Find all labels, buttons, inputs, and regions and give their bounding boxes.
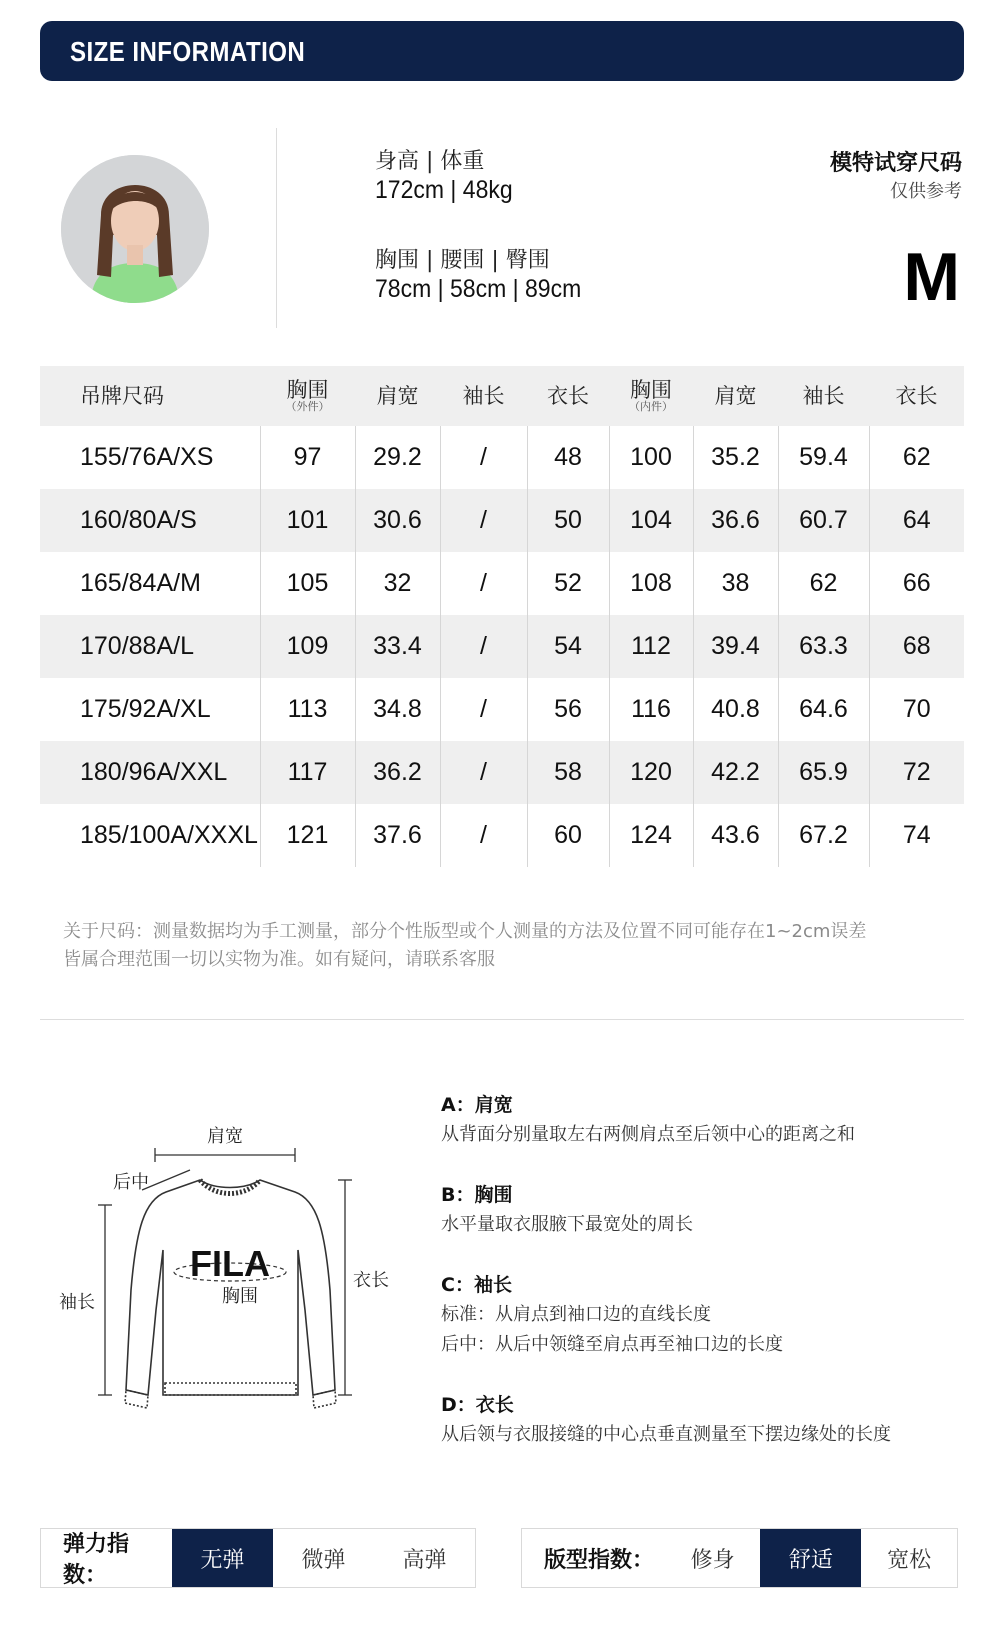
elasticity-index	[40, 1528, 476, 1588]
measure-cell: 43.6	[693, 804, 778, 867]
table-row	[40, 741, 964, 804]
table-header-sublabel: （内件）	[629, 400, 673, 414]
brand-logo: FILA	[190, 1243, 270, 1284]
measure-cell: 124	[609, 804, 693, 867]
table-header-label: 袖长	[462, 383, 505, 408]
definition-title-c: C：袖长	[441, 1274, 512, 1296]
model-try-title: 模特试穿尺码	[829, 151, 962, 176]
definition-line-c1: 标准：从肩点到袖口边的直线长度	[441, 1304, 711, 1325]
measure-cell: 62	[778, 552, 869, 615]
table-row	[40, 489, 964, 552]
fit-option-loose[interactable]: 宽松	[887, 1547, 932, 1573]
elasticity-label: 弹力指数：	[63, 1532, 130, 1588]
measure-cell: 60	[527, 804, 609, 867]
fit-option-comfort[interactable]: 舒适	[760, 1529, 861, 1587]
measure-cell: 62	[869, 426, 964, 489]
definition-line-d1: 从后领与衣服接缝的中心点垂直测量至下摆边缘处的长度	[441, 1424, 891, 1445]
table-header-label: 胸围	[286, 378, 329, 403]
measure-cell: 100	[609, 426, 693, 489]
measure-cell: 52	[527, 552, 609, 615]
model-try-size: M	[903, 239, 960, 315]
measure-cell: 33.4	[355, 615, 440, 678]
measure-cell: 60.7	[778, 489, 869, 552]
measure-cell: 48	[527, 426, 609, 489]
measure-cell: /	[440, 678, 527, 741]
definition-title-a: A：肩宽	[441, 1094, 513, 1116]
size-label-cell: 185/100A/XXXL	[80, 821, 258, 849]
table-header-label: 吊牌尺码	[80, 383, 164, 408]
measure-cell: 35.2	[693, 426, 778, 489]
fit-index	[521, 1528, 958, 1588]
measure-cell: 120	[609, 741, 693, 804]
size-label-cell: 180/96A/XXL	[80, 758, 228, 786]
table-row	[40, 426, 964, 489]
size-label-cell: 165/84A/M	[80, 569, 201, 597]
table-row	[40, 615, 964, 678]
measure-cell: /	[440, 615, 527, 678]
size-note-line1: 关于尺码：测量数据均为手工测量，部分个性版型或个人测量的方法及位置不同可能存在1~2cm误差	[63, 921, 867, 942]
measure-cell: 32	[355, 552, 440, 615]
model-height-weight-label: 身高 | 体重	[375, 149, 485, 174]
measure-cell: 113	[260, 678, 355, 741]
model-height-weight-value: 172cm | 48kg	[375, 176, 513, 204]
definition-title-b: B：胸围	[441, 1184, 513, 1206]
model-divider	[276, 128, 277, 328]
table-header-label: 胸围	[630, 378, 672, 403]
table-header-label: 肩宽	[714, 383, 757, 408]
elasticity-option-high[interactable]: 高弹	[402, 1547, 447, 1573]
measure-cell: 29.2	[355, 426, 440, 489]
measure-cell: 34.8	[355, 678, 440, 741]
table-header-3	[440, 366, 527, 426]
measure-cell: 63.3	[778, 615, 869, 678]
size-label-cell: 155/76A/XS	[80, 443, 214, 471]
measure-cell: 64.6	[778, 678, 869, 741]
table-header-1	[260, 366, 355, 426]
measure-cell: 101	[260, 489, 355, 552]
measure-cell: 59.4	[778, 426, 869, 489]
measure-cell: /	[440, 741, 527, 804]
diagram-label-chest: 胸围	[222, 1286, 258, 1307]
measure-cell: 30.6	[355, 489, 440, 552]
table-header-label: 袖长	[802, 383, 845, 408]
measure-cell: 65.9	[778, 741, 869, 804]
measure-cell: 56	[527, 678, 609, 741]
size-note-line2: 皆属合理范围一切以实物为准。如有疑问，请联系客服	[63, 949, 495, 970]
measure-cell: 74	[869, 804, 964, 867]
measure-cell: /	[440, 552, 527, 615]
measure-cell: 68	[869, 615, 964, 678]
table-header-sublabel: （外件）	[285, 400, 330, 414]
measure-cell: 58	[527, 741, 609, 804]
measure-cell: 42.2	[693, 741, 778, 804]
measure-cell: /	[440, 489, 527, 552]
table-header-8	[869, 366, 964, 426]
measure-cell: 109	[260, 615, 355, 678]
table-header-label: 肩宽	[376, 383, 419, 408]
diagram-label-back-center: 后中	[113, 1172, 149, 1193]
measure-cell: 72	[869, 741, 964, 804]
model-measure-label: 胸围 | 腰围 | 臀围	[375, 248, 550, 273]
page-title: SIZE INFORMATION	[70, 36, 306, 67]
definition-line-b1: 水平量取衣服腋下最宽处的周长	[441, 1214, 693, 1235]
size-table	[40, 366, 964, 867]
measure-cell: 105	[260, 552, 355, 615]
fit-option-slim[interactable]: 修身	[690, 1547, 735, 1573]
measure-cell: 97	[260, 426, 355, 489]
diagram-label-sleeve: 袖长	[59, 1292, 95, 1313]
table-header-4	[527, 366, 609, 426]
measure-cell: 116	[609, 678, 693, 741]
table-header-row	[40, 366, 964, 426]
fit-label: 版型指数：	[544, 1547, 655, 1573]
measure-cell: 121	[260, 804, 355, 867]
measure-cell: 67.2	[778, 804, 869, 867]
measure-cell: 70	[869, 678, 964, 741]
table-header-label: 衣长	[895, 383, 938, 408]
size-label-cell: 170/88A/L	[80, 632, 194, 660]
diagram-label-shoulder: 肩宽	[207, 1126, 243, 1147]
table-row	[40, 552, 964, 615]
measure-cell: 40.8	[693, 678, 778, 741]
table-row	[40, 678, 964, 741]
measure-cell: 117	[260, 741, 355, 804]
measure-cell: 39.4	[693, 615, 778, 678]
measure-cell: 36.2	[355, 741, 440, 804]
measure-cell: 36.6	[693, 489, 778, 552]
measure-cell: 104	[609, 489, 693, 552]
measure-cell: 37.6	[355, 804, 440, 867]
measure-cell: 38	[693, 552, 778, 615]
measure-cell: 66	[869, 552, 964, 615]
table-header-5	[609, 366, 693, 426]
model-measure-value: 78cm | 58cm | 89cm	[375, 275, 582, 303]
model-try-subtitle: 仅供参考	[890, 181, 962, 202]
measure-cell: 108	[609, 552, 693, 615]
diagram-label-length: 衣长	[353, 1270, 389, 1291]
measure-cell: 50	[527, 489, 609, 552]
measure-cell: /	[440, 804, 527, 867]
size-label-cell: 160/80A/S	[80, 506, 197, 534]
table-header-label: 衣长	[547, 383, 589, 408]
measure-cell: 112	[609, 615, 693, 678]
section-divider	[40, 1019, 964, 1020]
table-row	[40, 804, 964, 867]
model-avatar	[61, 155, 209, 303]
elasticity-option-slight[interactable]: 微弹	[301, 1547, 346, 1573]
table-header-6	[693, 366, 778, 426]
elasticity-option-none[interactable]: 无弹	[172, 1529, 273, 1587]
definition-title-d: D：衣长	[441, 1394, 514, 1416]
measure-cell: 54	[527, 615, 609, 678]
definition-line-c2: 后中：从后中领缝至肩点再至袖口边的长度	[441, 1334, 783, 1355]
table-header-2	[355, 366, 440, 426]
size-label-cell: 175/92A/XL	[80, 695, 211, 723]
table-header-0	[40, 366, 260, 426]
measure-cell: 64	[869, 489, 964, 552]
garment-diagram	[55, 1090, 425, 1420]
measure-cell: /	[440, 426, 527, 489]
definition-line-a1: 从背面分别量取左右两侧肩点至后领中心的距离之和	[441, 1124, 855, 1145]
table-header-7	[778, 366, 869, 426]
